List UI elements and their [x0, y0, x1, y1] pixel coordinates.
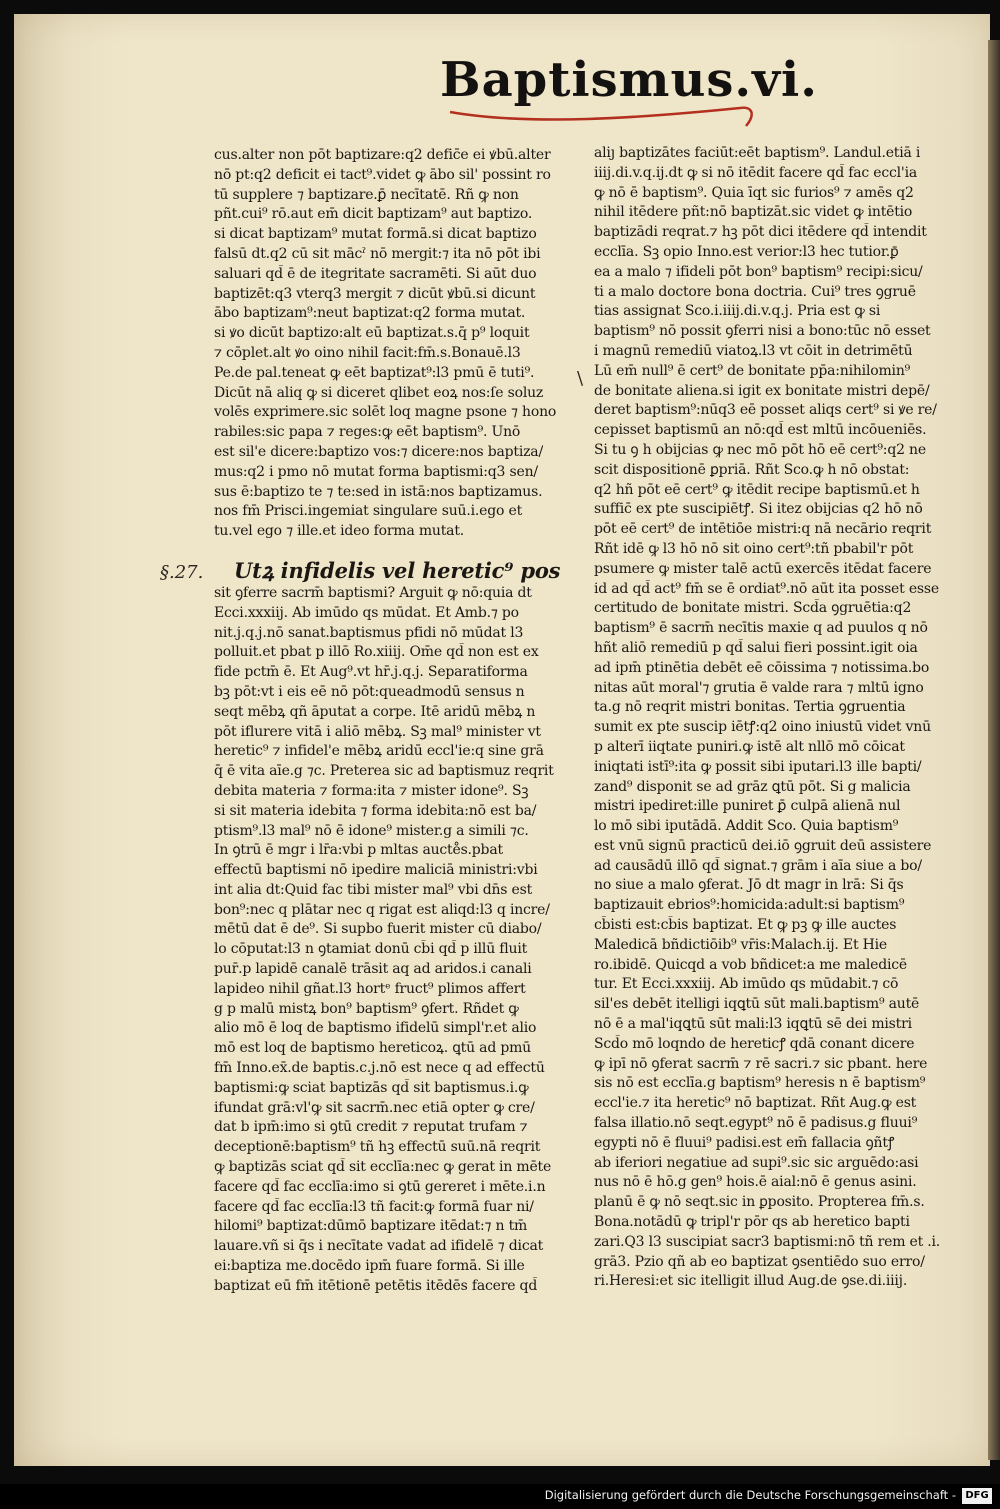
text-line: cus.alter non pōt baptizare:q2 defic̄e ei ꝟbū.alter [214, 147, 551, 163]
text-line: tias assignat Sco.i.iiij.di.v.q.j. Pria est ꝙ si [594, 303, 881, 320]
text-line: sis nō est ecclīa.g baptism⁹ heresis n ē baptism⁹ [594, 1075, 926, 1092]
section-number: §.27. [160, 562, 204, 583]
text-line: deceptionē:baptism⁹ tñ hꝫ effectū suū.nā reqrit [214, 1139, 541, 1156]
text-line: Dicūt nā aliq ꝙ si diceret qlibet eoꝝ nos:ſe soluz [214, 384, 544, 401]
text-line: Maledicā bñdictiōib⁹ vr̄is:Malach.ij. Et Hie [594, 936, 887, 953]
text-line: effectū baptismi nō ipedire maliciā ministri:vbi [214, 862, 538, 879]
text-line: lo mō sibi iputādā. Addit Sco. Quia baptism⁹ [594, 818, 899, 835]
text-line: sil'es debēt itelligi iqꝗtū sūt mali.baptism⁹ autē [594, 996, 920, 1013]
text-line: seqt mēbꝝ qñ āputat a corpe. Itē aridū mēbꝝ n [214, 703, 536, 720]
text-line: bon⁹:nec q plātar nec q rigat est aliqd:l3 q incre/ [214, 901, 550, 918]
text-line: g p malū mistꝝ bon⁹ baptism⁹ ꝯfert. Rñdet ꝙ [214, 1000, 519, 1017]
text-line: rabiles:sic papa ⁊ reges:ꝙ eēt baptism⁹. Unō [214, 424, 521, 441]
running-header: Baptismus.vi. [440, 52, 818, 108]
text-line: si ꝟo dicūt baptizo:alt eū baptizat.s.q̄ p⁹ loquit [214, 325, 530, 342]
text-line: hilomi⁹ baptizat:dūmō baptizare itēdat:⁊ n tm̄ [214, 1218, 528, 1235]
text-line: int alia dt:Quid fac tibi mister mal⁹ vbi dn̄s est [214, 881, 533, 898]
text-line: q̄ ē vita aīe.g ⁊c. Preterea sic ad baptismuz reqrit [214, 763, 554, 780]
text-line: nitas aūt moral'⁊ grutia ē valde rara ⁊ mltū igno [594, 679, 924, 696]
book-gutter [988, 40, 1000, 1460]
text-line: tu.vel ego ⁊ ille.et ideo forma mutat. [214, 523, 464, 540]
text-line: zari.Q3 l3 suscipiat sacr3 baptismi:nō tñ rem et .i. [594, 1233, 941, 1250]
text-line: baptizauit ebrios⁹:homicida:adult:si baptism⁹ [594, 897, 905, 914]
text-line: zand⁹ disponit se ad grāz ꝗtū pōt. Si g malicia [594, 778, 911, 795]
text-line: heretic⁹ ⁊ infidel'e mēbꝝ aridū eccl'ie:q sine grā [214, 743, 544, 760]
text-line: baptizat eū fm̄ itētionē petētis itēdēs facere qd̄ [214, 1277, 538, 1294]
text-line: falsa illatio.nō seqt.egypt⁹ nō ē padisus.g fluui⁹ [594, 1115, 918, 1132]
text-line: In ꝯtrū ē mgr i lr̄a:vbi p mltas aucte̊s.pbat [214, 842, 503, 859]
text-line: q2 hñ pōt eē cert⁹ ꝙ itēdit recipe baptismū.et h [594, 481, 920, 498]
text-line: ꝙ ipī nō ꝯferat sacrm̄ ⁊ rē sacri.⁊ sic pbant. here [594, 1055, 928, 1072]
text-line: Pe.de pal.teneat ꝙ eēt baptizat⁹:l3 pmū ē tuti⁹. [214, 364, 535, 381]
text-line: Si tu ꝯ h obijcias ꝙ nec mō pōt hō eē cert⁹:q2 ne [594, 441, 926, 458]
section-heading: Utꝝ infidelis vel heretic⁹ pos [234, 557, 561, 583]
text-line: ⁊ cōplet.alt ꝟo oino nihil facit:fm̄.s.Bonauē.l3 [214, 344, 521, 361]
funding-notice: Digitalisierung gefördert durch die Deutsche Forschungsgemeinschaft - [544, 1488, 956, 1502]
text-line: facere qd̄ fac ecclīa:imo si ꝯtū gereret i mēte.i.n [214, 1178, 546, 1195]
text-line: si dicat baptizam⁹ mutat formā.si dicat baptizo [214, 226, 537, 243]
text-line: psumere ꝙ mister talē actū exercēs itēdat facere [594, 560, 932, 577]
text-line: ad causādū illō qd̄ signat.⁊ grām i aīa siue a bo/ [594, 857, 922, 874]
text-line: si sit materia idebita ⁊ forma idebita:nō est ba/ [214, 802, 537, 819]
text-line: ea a malo ⁊ ifideli pōt bon⁹ baptism⁹ recipi:sicu/ [594, 263, 923, 280]
text-line: lo cōputat:l3 n ꝯtamiat donū cb̄i qd̄ p illū fluit [214, 941, 528, 958]
text-line: planū ē ꝙ nō seqt.sic in ꝑposito. Propterea fm̄.s. [594, 1194, 925, 1211]
text-line: polluit.et pbat p illō Ro.xiiij. Om̄e qd̄ non est ex [214, 644, 539, 661]
text-line: Lū em̄ null⁹ ē cert⁹ de bonitate pp̄a:nihilomin⁹ [594, 362, 911, 379]
text-line: ad ipm̄ ptinētia debēt eē cōissima ⁊ notissima.bo [594, 659, 930, 676]
text-line: baptismi:ꝙ sciat baptizās qd̄ sit baptismus.i.ꝙ [214, 1079, 529, 1096]
text-line: mus:q2 i pmo nō mutat forma baptismi:q3 sen/ [214, 463, 538, 480]
dfg-logo: DFG [962, 1488, 992, 1504]
text-line: lauare.vñ si q̄s i necītate vadat ad ifidelē ⁊ dicat [214, 1238, 544, 1255]
text-line: nit.j.q.j.nō sanat.baptismus pfidi nō mūdat l3 [214, 624, 524, 641]
text-line: certitudo de bonitate mistri. Scd̄a ꝯgruētia:q2 [594, 600, 912, 617]
text-line: baptism⁹ nō possit ꝯferri nisi a bono:tūc nō esset [594, 323, 931, 340]
text-line: mō est loq de baptismo hereticoꝝ. ꝗtū ad pmū [214, 1040, 531, 1057]
text-line: tur. Et Ecci.xxxiij. Ab imūdo qs mūdabit.⁊ cō [594, 976, 899, 993]
text-line: cepisset baptismū an nō:qd̄ est mltū incōueniēs. [594, 422, 927, 439]
text-line: suffic̄ ex pte suscipiētꝭ. Si itez obijcias q2 hō nō [594, 501, 923, 518]
text-line: id ad qd̄ act⁹ fm̄ se ē ordiat⁹.nō aūt ita posset esse [594, 580, 939, 597]
text-line: bꝫ pōt:vt i eis eē nō pōt:queadmodū sensus n [214, 683, 525, 700]
text-line: nus nō ē hō.g gen⁹ hois.ē aial:nō ē genus asini. [594, 1174, 917, 1191]
text-line: Rñt idē ꝙ l3 hō nō sit oino cert⁹:tñ pbabil'r pōt [594, 540, 914, 557]
text-line: ptism⁹.l3 mal⁹ nō ē idone⁹ mister.g a simili ⁊c. [214, 822, 529, 839]
text-line: ecclīa. Sꝫ opio Inno.est verior:l3 hec tutior.ꝑ̄ [594, 243, 899, 260]
footer-bar [0, 1484, 1000, 1509]
red-flourish-stroke [450, 108, 752, 126]
text-line: Scd̄o mō loqndo de hereticꝭ qdā conant dicere [594, 1035, 915, 1052]
right-column [594, 144, 964, 1292]
text-line: aliȷ baptizātes faciūt:eēt baptism⁹. Landul.etiā i [594, 145, 921, 161]
text-line: scit dispositionē ꝑpriā. Rñt Sco.ꝙ h nō obstat: [594, 461, 910, 478]
text-line: cb̄isti est:cb̄is baptizat. Et ꝙ pꝫ ꝙ ille auctes [594, 917, 897, 934]
text-line: Ecci.xxxiij. Ab imūdo qs mūdat. Et Amb.⁊ po [214, 604, 519, 621]
text-line: Bona.notādū ꝙ tripl'r pōr qs ab heretico bapti [594, 1214, 910, 1231]
text-line: iniqtati istī⁹:ita ꝙ possit sibi iputari.l3 ille bapti/ [594, 758, 922, 775]
text-line: egypti nō ē fluui⁹ padisi.est em̄ fallacia ꝯñtꝭ [594, 1134, 895, 1151]
text-line: saluari qd̄ ē de itegritate sacramēti. Si aūt duo [214, 265, 537, 282]
text-line: fm̄ Inno.ex̄.de baptis.c.j.nō est nece q ad effectū [214, 1060, 545, 1077]
text-line: ābo baptizam⁹:neut baptizat:q2 forma mutat. [214, 305, 526, 322]
text-line: i magnū remediū viatoꝝ.l3 vt cōit in detrimētū [594, 342, 913, 359]
section-heading-continuation: sit ꝯferre sacrm̄ baptismi? Arguit ꝙ nō:quia dt [214, 584, 532, 601]
text-line: ta.g nō reqrit mistri bonitas. Tertia ꝯgruentia [594, 699, 906, 716]
text-line: hñt aliō remediū p qd̄ salui fieri possint.igit oia [594, 639, 918, 656]
text-line: debita materia ⁊ forma:ita ⁊ mister idone⁹. Sꝫ [214, 782, 529, 799]
text-line: deret baptism⁹:nūq3 eē posset aliqs cert⁹ si ꝟe re/ [594, 402, 937, 419]
text-line: baptism⁹ ē sacrm̄ necītis maxie q ad puulos q nō [594, 620, 928, 637]
paragraph-gap [214, 542, 586, 558]
text-line: pōt iflurere vitā i aliō mēbꝝ. Sꝫ mal⁹ minister vt [214, 723, 541, 740]
text-line: dat b ipm̄:imo si ꝯtū credit ⁊ reputat trufam ⁊ [214, 1119, 528, 1136]
text-line: baptizādi reqrat.⁊ hꝫ pōt dici itēdere qd̄ intendit [594, 224, 927, 241]
text-line: mētū dat ē de⁹. Si supbo fuerit mister cū diabo/ [214, 921, 542, 938]
text-line: nō ē a mal'iqꝗtū sūt mali:l3 iqꝗtū sē dei mistri [594, 1016, 912, 1033]
text-line: ifundat grā:vl'ꝙ sit sacrm̄.nec etiā opter ꝙ cre/ [214, 1099, 535, 1116]
text-line: lapideo nihil gñat.l3 hortᵉ fruct⁹ plimos affert [214, 980, 526, 997]
text-line: facere qd̄ fac ecclīa:l3 tñ facit:ꝙ formā fuar ni/ [214, 1198, 534, 1215]
text-line: pñt.cui⁹ rō.aut em̄ dicit baptizam⁹ aut baptizo. [214, 206, 533, 223]
text-line: alio mō ē loq de baptismo ifidelū simpl'r.et alio [214, 1020, 537, 1037]
text-line: nō pt:q2 deficit ei tact⁹.videt ꝙ ābo sil' possint ro [214, 166, 551, 183]
text-line: sus ē:baptizo te ⁊ te:sed in istā:nos baptizamus. [214, 483, 543, 500]
text-line: de bonitate aliena.si igit ex bonitate mistri depē/ [594, 382, 930, 399]
text-line: ri.Heresi:et sic itelligit illud Aug.de ꝯse.di.iiij. [594, 1273, 908, 1290]
text-line: falsū dt.q2 cū sit mācˀ nō mergit:⁊ ita nō pōt ibi [214, 245, 541, 262]
text-line: sumit ex pte suscip iētꝭ:q2 oino iniustū videt vnū [594, 719, 931, 736]
left-column [214, 146, 586, 1297]
text-line: p alterī iiqtate puniri.ꝙ istē alt nllō mō cōicat [594, 738, 905, 755]
text-line: ro.ibidē. Quicqd a vob bñdicet:a me maledicē [594, 956, 907, 973]
text-line: iiij.di.v.q.ij.dt ꝙ si nō itēdit facere qd̄ fac eccl'ia [594, 164, 917, 181]
text-line: ei:baptiza me.docēdo ipm̄ fuare formā. Si ille [214, 1258, 525, 1275]
text-line: est vnū signū practicū dei.iō ꝯgruit deū assistere [594, 837, 932, 854]
margin-tick: \ [577, 368, 584, 389]
text-line: nos fm̄ Prisci.ingemiat singulare suū.i.ego et [214, 503, 522, 520]
text-line: pur̄.p lapidē canalē trāsit aq ad aridos.i canali [214, 961, 532, 978]
text-line: tū supplere ⁊ baptizare.ꝑ̄ necītatē. Rñ ꝙ non [214, 186, 519, 203]
text-line: volēs exprimere.sic solēt loq magne psone ⁊ hono [214, 404, 557, 421]
text-line: ꝙ baptizās sciat qd̄ sit ecclīa:nec ꝙ gerat in mēte [214, 1159, 552, 1176]
text-line: no siue a malo ꝯferat. Jō dt magr in lrā: Si q̄s [594, 877, 904, 894]
text-line: eccl'ie.⁊ ita heretic⁹ nō baptizat. Rñt Aug.ꝙ est [594, 1095, 917, 1112]
text-line: ab iferiori negatiue ad supi⁹.sic sic arguēdo:asi [594, 1154, 919, 1171]
header-flourish [440, 100, 760, 140]
text-line: mistri ipediret:ille puniret ꝑ̄ culpā alienā nul [594, 798, 901, 815]
text-line: ꝙ nō ē baptism⁹. Quia īqt sic furios⁹ ⁊ amēs q2 [594, 184, 914, 201]
text-line: est sil'e dicere:baptizo vos:⁊ dicere:nos baptiza/ [214, 443, 543, 460]
text-line: pōt eē cert⁹ de intētiōe mistri:q nā necārio reqrit [594, 521, 932, 538]
text-line: grā3. Pzio qñ ab eo baptizat ꝯsentiēdo suo erro/ [594, 1253, 925, 1270]
text-line: ti a malo doctore bona doctria. Cui⁹ tres ꝯgruē [594, 283, 916, 300]
text-line: baptizēt:q3 vterq3 mergit ⁊ dicūt ꝟbū.si dicunt [214, 285, 536, 302]
text-line: fide pctm̄ ē. Et Aug⁹.vt hr̄.j.q.j. Separatiforma [214, 664, 528, 681]
text-line: nihil itēdere pñt:nō baptizāt.sic videt ꝙ intētio [594, 204, 913, 221]
